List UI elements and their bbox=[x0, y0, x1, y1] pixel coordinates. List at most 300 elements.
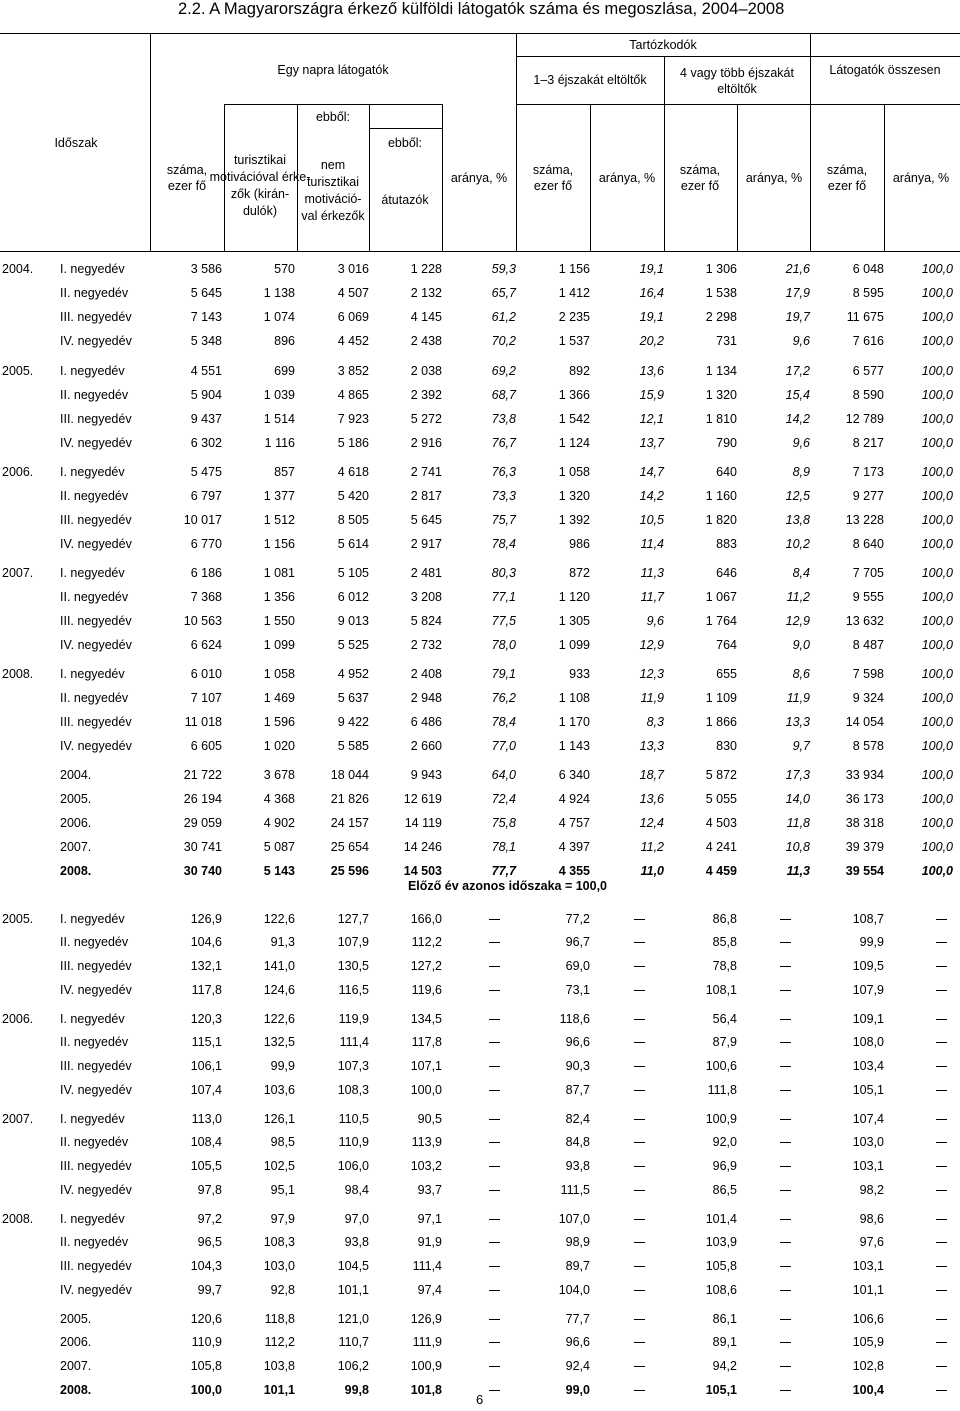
table-cell: 7 107 bbox=[190, 691, 222, 705]
table-cell: 5 420 bbox=[337, 489, 369, 503]
table-cell: 1 550 bbox=[263, 614, 295, 628]
row-label: 2006. bbox=[60, 1335, 92, 1349]
row-label: I. negyedév bbox=[60, 262, 125, 276]
table-cell: 857 bbox=[274, 465, 295, 479]
row-label: II. negyedév bbox=[60, 1135, 129, 1149]
table-cell: 107,0 bbox=[558, 1212, 590, 1226]
page-number: 6 bbox=[476, 1392, 484, 1407]
table-cell: 73,8 bbox=[491, 412, 516, 426]
table-cell: 13 228 bbox=[845, 513, 884, 527]
table-cell: 92,0 bbox=[712, 1135, 737, 1149]
table-row bbox=[0, 461, 960, 483]
header-aranya-b: aránya, % bbox=[598, 171, 656, 185]
row-label: 2007. bbox=[60, 840, 92, 854]
table-cell: 38 318 bbox=[845, 816, 884, 830]
row-label: 2006. bbox=[60, 816, 92, 830]
table-cell: 883 bbox=[716, 537, 737, 551]
table-cell: 116,5 bbox=[338, 983, 369, 997]
table-cell: 11,9 bbox=[640, 691, 664, 705]
table-cell: 103,8 bbox=[263, 1359, 295, 1373]
table-cell: 100,0 bbox=[190, 1383, 222, 1397]
dash-mark bbox=[634, 1290, 645, 1291]
table-cell: 3 678 bbox=[263, 768, 295, 782]
table-cell: 25 596 bbox=[330, 864, 369, 878]
table-cell: 104,5 bbox=[337, 1259, 369, 1273]
row-label: III. negyedév bbox=[60, 1259, 132, 1273]
table-cell: 8 487 bbox=[852, 638, 884, 652]
row-year: 2005. bbox=[2, 364, 34, 378]
table-cell: 122,6 bbox=[263, 1012, 295, 1026]
table-cell: 9 422 bbox=[337, 715, 369, 729]
table-cell: 106,0 bbox=[337, 1159, 369, 1173]
table-cell: 73,3 bbox=[491, 489, 516, 503]
dash-mark bbox=[936, 942, 947, 943]
table-cell: 1 820 bbox=[705, 513, 737, 527]
table-cell: 10,2 bbox=[785, 537, 810, 551]
table-cell: 11,2 bbox=[640, 840, 664, 854]
dash-mark bbox=[489, 1342, 500, 1343]
table-cell: 1 306 bbox=[705, 262, 737, 276]
table-row bbox=[0, 1008, 960, 1030]
table-cell: 1 542 bbox=[558, 412, 590, 426]
table-cell: 8 578 bbox=[852, 739, 884, 753]
table-cell: 97,8 bbox=[197, 1183, 222, 1197]
table-cell: 20,2 bbox=[639, 334, 664, 348]
table-cell: 9,7 bbox=[792, 739, 810, 753]
dash-mark bbox=[936, 1090, 947, 1091]
row-year: 2006. bbox=[2, 1012, 34, 1026]
table-cell: 8,9 bbox=[792, 465, 810, 479]
table-cell: 101,4 bbox=[705, 1212, 737, 1226]
table-cell: 764 bbox=[716, 638, 737, 652]
table-cell: 8 217 bbox=[852, 436, 884, 450]
row-year: 2007. bbox=[2, 566, 34, 580]
table-cell: 77,1 bbox=[491, 590, 516, 604]
table-cell: 646 bbox=[716, 566, 737, 580]
table-cell: 100,0 bbox=[921, 840, 953, 854]
table-cell: 69,2 bbox=[491, 364, 516, 378]
dash-mark bbox=[780, 1342, 791, 1343]
table-cell: 6 302 bbox=[190, 436, 222, 450]
table-cell: 78,8 bbox=[712, 959, 737, 973]
table-cell: 5 645 bbox=[190, 286, 222, 300]
row-label: IV. negyedév bbox=[60, 1283, 132, 1297]
dash-mark bbox=[780, 1119, 791, 1120]
row-year: 2004. bbox=[2, 262, 34, 276]
table-cell: 109,1 bbox=[852, 1012, 884, 1026]
row-label: IV. negyedév bbox=[60, 436, 132, 450]
row-label: III. negyedév bbox=[60, 513, 132, 527]
table-cell: 90,3 bbox=[565, 1059, 590, 1073]
table-cell: 1 866 bbox=[705, 715, 737, 729]
table-row bbox=[0, 330, 960, 352]
table-cell: 102,8 bbox=[852, 1359, 884, 1373]
table-cell: 105,8 bbox=[705, 1259, 737, 1273]
row-label: 2005. bbox=[60, 792, 92, 806]
table-cell: 103,4 bbox=[852, 1059, 884, 1073]
table-cell: 101,1 bbox=[852, 1283, 884, 1297]
table-cell: 77,0 bbox=[491, 739, 516, 753]
dash-mark bbox=[489, 1242, 500, 1243]
table-cell: 130,5 bbox=[337, 959, 369, 973]
row-label: II. negyedév bbox=[60, 590, 129, 604]
table-cell: 2 817 bbox=[410, 489, 442, 503]
table-cell: 97,4 bbox=[417, 1283, 442, 1297]
table-cell: 4 902 bbox=[263, 816, 295, 830]
table-row bbox=[0, 485, 960, 507]
dash-mark bbox=[780, 1290, 791, 1291]
header-idoszak: Időszak bbox=[54, 136, 98, 150]
table-cell: 1 120 bbox=[558, 590, 590, 604]
header-osszesen: Látogatók összesen bbox=[829, 63, 941, 77]
table-cell: 6 605 bbox=[190, 739, 222, 753]
table-cell: 7 705 bbox=[852, 566, 884, 580]
table-cell: 101,1 bbox=[337, 1283, 369, 1297]
table-cell: 78,0 bbox=[491, 638, 516, 652]
table-cell: 5 186 bbox=[337, 436, 369, 450]
table-cell: 2 732 bbox=[410, 638, 442, 652]
table-cell: 87,7 bbox=[565, 1083, 590, 1097]
table-cell: 100,0 bbox=[921, 436, 953, 450]
table-cell: 986 bbox=[569, 537, 590, 551]
table-cell: 98,9 bbox=[565, 1235, 590, 1249]
table-cell: 100,0 bbox=[921, 388, 953, 402]
table-cell: 100,9 bbox=[410, 1359, 442, 1373]
table-cell: 7 923 bbox=[337, 412, 369, 426]
table-cell: 26 194 bbox=[183, 792, 222, 806]
table-cell: 10,5 bbox=[639, 513, 664, 527]
header-ebbol-2: ebből: bbox=[387, 136, 423, 150]
table-row bbox=[0, 432, 960, 454]
table-cell: 6 486 bbox=[410, 715, 442, 729]
table-cell: 92,8 bbox=[270, 1283, 295, 1297]
table-cell: 8 590 bbox=[852, 388, 884, 402]
table-cell: 15,9 bbox=[639, 388, 664, 402]
table-cell: 1 081 bbox=[263, 566, 295, 580]
table-cell: 99,0 bbox=[565, 1383, 590, 1397]
table-cell: 6 340 bbox=[558, 768, 590, 782]
table-cell: 100,0 bbox=[921, 864, 953, 878]
table-cell: 100,0 bbox=[921, 489, 953, 503]
table-cell: 10 017 bbox=[183, 513, 222, 527]
dash-mark bbox=[634, 1042, 645, 1043]
table-cell: 11,8 bbox=[786, 816, 810, 830]
table-cell: 7 143 bbox=[190, 310, 222, 324]
table-cell: 11 675 bbox=[846, 310, 884, 324]
dash-mark bbox=[780, 1219, 791, 1220]
table-cell: 119,9 bbox=[338, 1012, 369, 1026]
table-cell: 120,6 bbox=[190, 1312, 222, 1326]
table-cell: 4 452 bbox=[337, 334, 369, 348]
table-cell: 892 bbox=[569, 364, 590, 378]
table-cell: 2 660 bbox=[410, 739, 442, 753]
table-row bbox=[0, 908, 960, 930]
dash-mark bbox=[634, 1166, 645, 1167]
table-cell: 5 525 bbox=[337, 638, 369, 652]
table-row bbox=[0, 687, 960, 709]
table-cell: 4 459 bbox=[705, 864, 737, 878]
table-cell: 2 948 bbox=[410, 691, 442, 705]
table-cell: 6 624 bbox=[190, 638, 222, 652]
table-row bbox=[0, 931, 960, 953]
table-cell: 100,0 bbox=[921, 816, 953, 830]
row-label: II. negyedév bbox=[60, 1035, 129, 1049]
dash-mark bbox=[489, 990, 500, 991]
table-cell: 107,9 bbox=[337, 935, 369, 949]
table-cell: 87,9 bbox=[712, 1035, 737, 1049]
table-cell: 9 013 bbox=[337, 614, 369, 628]
table-cell: 103,2 bbox=[410, 1159, 442, 1173]
header-atutazok: átutazók bbox=[381, 193, 429, 207]
table-cell: 25 654 bbox=[330, 840, 369, 854]
table-cell: 1 020 bbox=[263, 739, 295, 753]
header-aranya: aránya, % bbox=[450, 171, 508, 185]
table-cell: 121,0 bbox=[337, 1312, 369, 1326]
table-row bbox=[0, 509, 960, 531]
table-cell: 12,4 bbox=[639, 816, 664, 830]
row-label: III. negyedév bbox=[60, 715, 132, 729]
header-tartozkodok: Tartózkodók bbox=[629, 38, 697, 52]
row-label: III. negyedév bbox=[60, 310, 132, 324]
dash-mark bbox=[489, 1019, 500, 1020]
table-cell: 103,9 bbox=[705, 1235, 737, 1249]
table-cell: 2 917 bbox=[410, 537, 442, 551]
table-cell: 790 bbox=[716, 436, 737, 450]
table-cell: 21 826 bbox=[330, 792, 369, 806]
table-cell: 24 157 bbox=[330, 816, 369, 830]
table-cell: 79,1 bbox=[491, 667, 516, 681]
table-cell: 4 241 bbox=[705, 840, 737, 854]
dash-mark bbox=[489, 1319, 500, 1320]
table-row bbox=[0, 562, 960, 584]
dash-mark bbox=[936, 990, 947, 991]
table-cell: 84,8 bbox=[565, 1135, 590, 1149]
dash-mark bbox=[936, 1190, 947, 1191]
table-cell: 5 904 bbox=[190, 388, 222, 402]
table-cell: 127,2 bbox=[410, 959, 442, 973]
table-cell: 9,6 bbox=[646, 614, 664, 628]
table-cell: 117,8 bbox=[411, 1035, 442, 1049]
table-cell: 12,9 bbox=[639, 638, 664, 652]
table-cell: 75,7 bbox=[491, 513, 516, 527]
table-cell: 107,4 bbox=[190, 1083, 222, 1097]
table-cell: 99,9 bbox=[859, 935, 884, 949]
table-cell: 61,2 bbox=[491, 310, 516, 324]
row-label: I. negyedév bbox=[60, 566, 125, 580]
table-cell: 99,9 bbox=[270, 1059, 295, 1073]
dash-mark bbox=[634, 1142, 645, 1143]
table-cell: 6 770 bbox=[190, 537, 222, 551]
table-cell: 89,7 bbox=[565, 1259, 590, 1273]
table-cell: 6 010 bbox=[190, 667, 222, 681]
table-cell: 1 058 bbox=[263, 667, 295, 681]
table-cell: 126,1 bbox=[263, 1112, 295, 1126]
table-cell: 8,4 bbox=[792, 566, 810, 580]
dash-mark bbox=[936, 1066, 947, 1067]
row-label: 2008. bbox=[60, 864, 92, 878]
row-label: I. negyedév bbox=[60, 1212, 125, 1226]
table-cell: 10 563 bbox=[183, 614, 222, 628]
table-cell: 107,4 bbox=[852, 1112, 884, 1126]
table-cell: 4 507 bbox=[337, 286, 369, 300]
table-cell: 105,1 bbox=[705, 1383, 737, 1397]
table-cell: 14 119 bbox=[404, 816, 442, 830]
table-cell: 12 619 bbox=[403, 792, 442, 806]
table-cell: 1 305 bbox=[558, 614, 590, 628]
row-year: 2006. bbox=[2, 465, 34, 479]
table-cell: 56,4 bbox=[712, 1012, 737, 1026]
table-cell: 21 722 bbox=[183, 768, 222, 782]
table-cell: 110,5 bbox=[338, 1112, 369, 1126]
table-cell: 14,0 bbox=[785, 792, 810, 806]
table-cell: 103,0 bbox=[263, 1259, 295, 1273]
table-cell: 11,4 bbox=[640, 537, 664, 551]
table-cell: 64,0 bbox=[491, 768, 516, 782]
table-cell: 6 797 bbox=[190, 489, 222, 503]
table-cell: 97,2 bbox=[197, 1212, 222, 1226]
table-cell: 127,7 bbox=[337, 912, 369, 926]
table-cell: 14 503 bbox=[403, 864, 442, 878]
table-cell: 100,0 bbox=[921, 739, 953, 753]
table-cell: 1 099 bbox=[558, 638, 590, 652]
table-row bbox=[0, 812, 960, 834]
table-cell: 4 145 bbox=[410, 310, 442, 324]
table-cell: 2 741 bbox=[410, 465, 442, 479]
dash-mark bbox=[634, 1219, 645, 1220]
table-cell: 13,3 bbox=[785, 715, 810, 729]
table-cell: 570 bbox=[274, 262, 295, 276]
table-cell: 119,6 bbox=[411, 983, 442, 997]
table-cell: 100,0 bbox=[921, 768, 953, 782]
table-row bbox=[0, 1179, 960, 1201]
table-cell: 106,6 bbox=[852, 1312, 884, 1326]
dash-mark bbox=[936, 1042, 947, 1043]
table-cell: 12 789 bbox=[845, 412, 884, 426]
table-cell: 1 537 bbox=[558, 334, 590, 348]
table-cell: 14,2 bbox=[785, 412, 810, 426]
table-cell: 5 143 bbox=[263, 864, 295, 878]
table-cell: 7 616 bbox=[852, 334, 884, 348]
table-cell: 98,6 bbox=[859, 1212, 884, 1226]
dash-mark bbox=[780, 1242, 791, 1243]
dash-mark bbox=[780, 966, 791, 967]
table-cell: 17,3 bbox=[785, 768, 810, 782]
table-cell: 100,0 bbox=[921, 364, 953, 378]
dash-mark bbox=[936, 966, 947, 967]
header-1-3-ejszaka: 1–3 éjszakát eltöltők bbox=[533, 73, 647, 87]
dash-mark bbox=[634, 990, 645, 991]
table-cell: 100,0 bbox=[410, 1083, 442, 1097]
table-cell: 4 618 bbox=[337, 465, 369, 479]
table-cell: 100,0 bbox=[921, 262, 953, 276]
table-cell: 33 934 bbox=[845, 768, 884, 782]
table-cell: 39 554 bbox=[845, 864, 884, 878]
table-cell: 8 505 bbox=[337, 513, 369, 527]
table-cell: 68,7 bbox=[491, 388, 516, 402]
table-cell: 98,4 bbox=[344, 1183, 369, 1197]
table-cell: 77,5 bbox=[491, 614, 516, 628]
table-cell: 166,0 bbox=[410, 912, 442, 926]
table-cell: 1 764 bbox=[705, 614, 737, 628]
table-cell: 4 952 bbox=[337, 667, 369, 681]
table-cell: 6 012 bbox=[337, 590, 369, 604]
table-cell: 78,1 bbox=[491, 840, 516, 854]
table-cell: 5 272 bbox=[410, 412, 442, 426]
table-row bbox=[0, 663, 960, 685]
table-cell: 19,7 bbox=[785, 310, 810, 324]
table-cell: 1 109 bbox=[705, 691, 737, 705]
table-cell: 2 408 bbox=[410, 667, 442, 681]
dash-mark bbox=[489, 1042, 500, 1043]
table-cell: 118,6 bbox=[559, 1012, 590, 1026]
table-cell: 5 637 bbox=[337, 691, 369, 705]
table-cell: 59,3 bbox=[491, 262, 516, 276]
table-cell: 69,0 bbox=[565, 959, 590, 973]
table-cell: 113,9 bbox=[411, 1135, 442, 1149]
header-nem-turisztikai: nem turisztikai motiváció- val érkezők bbox=[301, 158, 365, 223]
table-cell: 86,5 bbox=[712, 1183, 737, 1197]
table-cell: 2 438 bbox=[410, 334, 442, 348]
row-label: IV. negyedév bbox=[60, 638, 132, 652]
table-cell: 933 bbox=[569, 667, 590, 681]
table-cell: 14 246 bbox=[403, 840, 442, 854]
table-cell: 14,2 bbox=[639, 489, 664, 503]
row-year: 2005. bbox=[2, 912, 34, 926]
table-cell: 1 116 bbox=[264, 436, 295, 450]
table-cell: 120,3 bbox=[190, 1012, 222, 1026]
table-cell: 104,0 bbox=[558, 1283, 590, 1297]
dash-mark bbox=[634, 1242, 645, 1243]
table-cell: 36 173 bbox=[845, 792, 884, 806]
table-cell: 5 614 bbox=[337, 537, 369, 551]
table-cell: 99,7 bbox=[197, 1283, 222, 1297]
table-row bbox=[0, 1308, 960, 1330]
dash-mark bbox=[634, 1266, 645, 1267]
table-cell: 141,0 bbox=[263, 959, 295, 973]
table-cell: 1 138 bbox=[263, 286, 295, 300]
table-cell: 70,2 bbox=[491, 334, 516, 348]
row-label: IV. negyedév bbox=[60, 1183, 132, 1197]
header-aranya-d: aránya, % bbox=[892, 171, 950, 185]
table-cell: 93,7 bbox=[417, 1183, 442, 1197]
header-aranya-c: aránya, % bbox=[745, 171, 803, 185]
dash-mark bbox=[489, 1290, 500, 1291]
table-cell: 1 469 bbox=[263, 691, 295, 705]
row-label: III. negyedév bbox=[60, 959, 132, 973]
dash-mark bbox=[780, 1042, 791, 1043]
table-cell: 100,0 bbox=[921, 310, 953, 324]
table-cell: 111,4 bbox=[339, 1035, 369, 1049]
table-cell: 17,9 bbox=[785, 286, 810, 300]
table-cell: 93,8 bbox=[344, 1235, 369, 1249]
table-cell: 10,8 bbox=[785, 840, 810, 854]
table-row bbox=[0, 788, 960, 810]
table-cell: 11,7 bbox=[640, 590, 664, 604]
table-cell: 7 368 bbox=[190, 590, 222, 604]
header-szama-b: száma, ezer fő bbox=[532, 163, 574, 193]
table-cell: 12,3 bbox=[639, 667, 664, 681]
table-cell: 2 298 bbox=[705, 310, 737, 324]
dash-mark bbox=[936, 1366, 947, 1367]
table-cell: 108,4 bbox=[190, 1135, 222, 1149]
table-cell: 9 555 bbox=[852, 590, 884, 604]
table-cell: 126,9 bbox=[190, 912, 222, 926]
table-cell: 9 437 bbox=[190, 412, 222, 426]
table-cell: 100,0 bbox=[921, 513, 953, 527]
table-cell: 78,4 bbox=[491, 715, 516, 729]
table-cell: 4 355 bbox=[558, 864, 590, 878]
table-cell: 100,0 bbox=[921, 715, 953, 729]
